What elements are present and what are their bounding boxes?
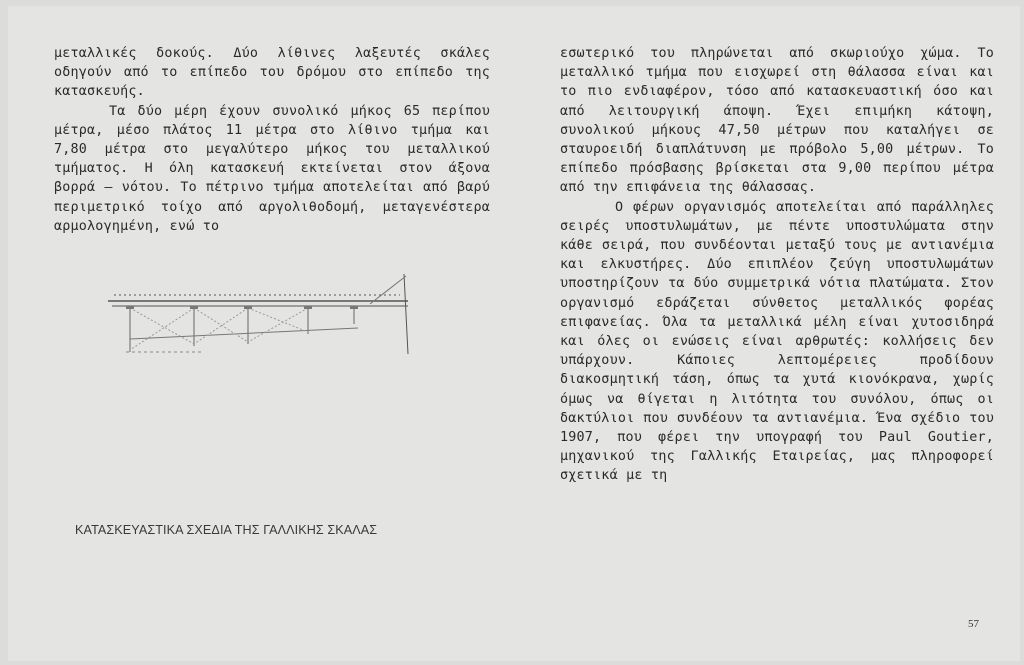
right-text-column (560, 44, 994, 486)
drawing-end-brace (370, 276, 406, 304)
left-paragraph-1: μεταλλικές δοκούς. Δύο λίθινες λαξευτές σκάλες οδηγούν από το επίπεδο του δρόμου στο επίπεδο της κατασκευής. (54, 46, 490, 100)
left-text-column (54, 44, 490, 236)
drawing-columns (130, 306, 354, 352)
drawing-end-post (404, 274, 408, 354)
figure-caption: ΚΑΤΑΣΚΕΥΑΣΤΙΚΑ ΣΧΕΔΙΑ ΤΗΣ ΓΑΛΛΙΚΗΣ ΣΚΑΛΑΣ (75, 523, 378, 537)
drawing-bracing (130, 308, 308, 350)
page-number: 57 (968, 618, 979, 630)
construction-drawing (108, 264, 448, 514)
right-paragraph-1: εσωτερικό του πληρώνεται από σκωριούχο χώμα. Το μεταλλικό τμήμα που εισχωρεί στη θάλασσα είναι και το πιο ενδιαφέρον, τόσο από κατασκευαστική όσο και από λειτουργική άποψη. Έχει επιμήκη κάτοψη, συνολικού μήκους 47,50 μέτρων που καταλήγει σε σταυροειδή διαπλάτυνση με πρόβολο 5,00 μέτρων. Το επίπεδο πρόσβασης βρίσκεται στα 9,00 περίπου μέτρα από την επιφάνεια της θάλασσας. (560, 46, 994, 196)
page (8, 6, 1020, 661)
right-paragraph-2: Ο φέρων οργανισμός αποτελείται από παράλληλες σειρές υποστυλωμάτων, με πέντε υποστυλώματα στην κάθε σειρά, που συνδέονται μεταξύ τους με αντιανέμια και ελκυστήρες. Δύο επιπλέον ζεύγη υποστυλωμάτων υποστηρίζουν τα δύο συμμετρικά νότια πλατώματα. Στον οργανισμό εδράζεται σύνθετος μεταλλικός φορέας επιφανείας. Όλα τα μεταλλικά μέλη είναι χυτοσιδηρά και όλες οι ενώσεις είναι αρθρωτές: κολλήσεις δεν υπάρχουν. Κάποιες λεπτομέρειες προδίδουν διακοσμητική τάση, όπως τα χυτά κιονόκρανα, χωρίς όμως να θίγεται η λιτότητα του συνόλου, όπως οι δακτύλιοι που συνδέουν τα αντιανέμια. Ένα σχέδιο του 1907, που φέρει την υπογραφή του Paul Goutier, μηχανικού της Γαλλικής Εταιρείας, μας πληροφορεί σχετικά με τη (560, 199, 994, 484)
drawing-lower-chord (130, 328, 358, 339)
left-paragraph-2: Τα δύο μέρη έχουν συνολικό μήκος 65 περίπου μέτρα, μέσο πλάτος 11 μέτρα στο λίθινο τμήμα και 7,80 μέτρα στο μεγαλύτερο μήκος του μεταλλικού τμήματος. Η όλη κατασκευή εκτείνεται στον άξονα βορρά – νότου. Το πέτρινο τμήμα αποτελείται από βαρύ περιμετρικό τοίχο από αργολιθοδομή, μεταγενέστερα αρμολογημένη, ενώ το (54, 103, 490, 234)
